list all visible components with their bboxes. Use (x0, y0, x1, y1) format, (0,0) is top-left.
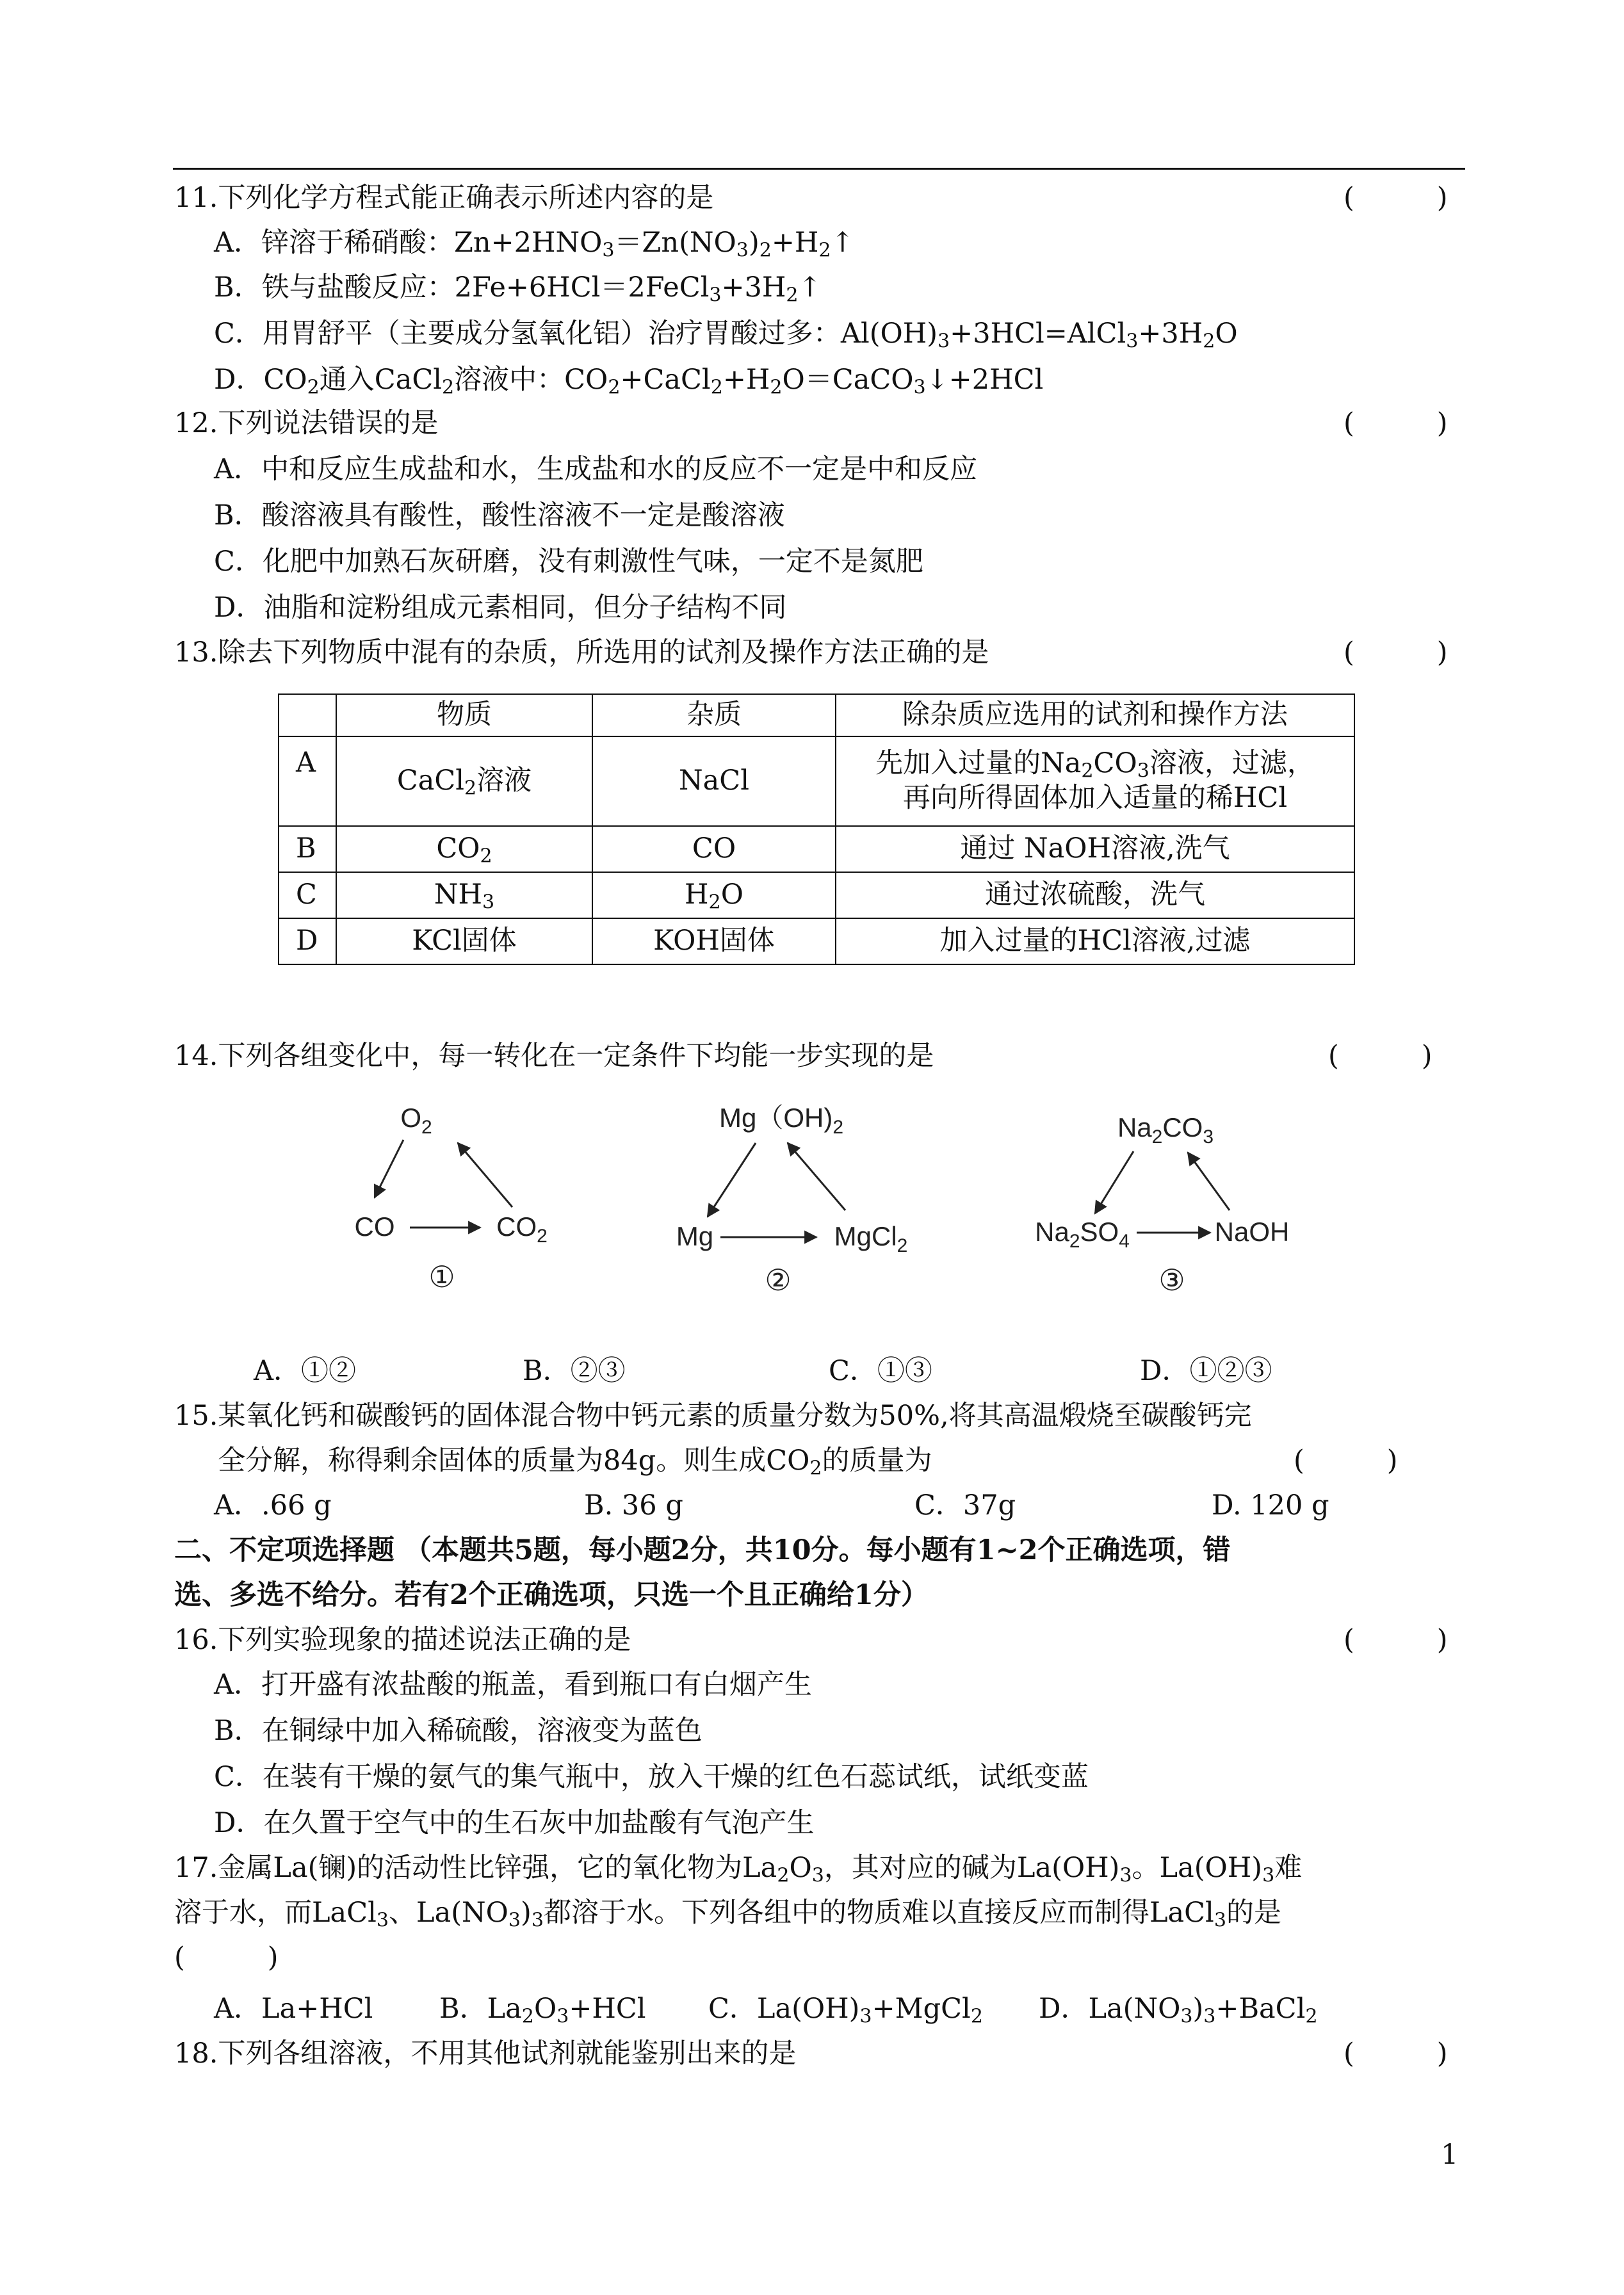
q15-answer-paren: ( ) (1294, 1445, 1398, 1477)
q11-option-c: C．用胃舒平（主要成分氢氧化铝）治疗胃酸过多：$Al(OH)_3+3HCl=AlCl_3+3H_2O$ (214, 318, 1238, 353)
q11-option-a: A．锌溶于稀硝酸：$Zn+2HNO_3=Zn(NO_3)_2+H_2↑$ (214, 227, 854, 262)
row-impurity: CO (592, 826, 836, 872)
diagram-2-top: $Mg(OH)_2$ (719, 1103, 844, 1138)
arrow (1188, 1153, 1230, 1210)
table-header-cell (279, 694, 336, 736)
q17-option-a: A．La+HCl (214, 1993, 373, 2025)
q11-option-d: D．$CO_2$通入CaCl$_2$溶液中：$CO_2+CaCl_2+H_2O=CaCO_3↓+2HCl$ (214, 364, 1044, 399)
q12-option-d: D．油脂和淀粉组成元素相同，但分子结构不同 (214, 592, 787, 624)
arrow (375, 1140, 403, 1197)
header-rule (173, 168, 1465, 170)
diagram-2 (676, 1103, 908, 1297)
row-letter: C (279, 872, 336, 918)
row-substance: $NH_3$ (336, 872, 592, 918)
q15-option-d: D. 120 g (1212, 1489, 1329, 1521)
q14-answer-paren: ( ) (1328, 1040, 1433, 1072)
diagram-1-right: $CO_2$ (496, 1212, 548, 1247)
q11-option-b: B．铁与盐酸反应：$2Fe+6HCl=2FeCl_3+3H_2↑$ (214, 272, 822, 307)
diagram-3-top: $Na_2CO_3$ (1117, 1112, 1214, 1148)
q16-option-a: A．打开盛有浓盐酸的瓶盖，看到瓶口有白烟产生 (214, 1669, 813, 1701)
diagram-2-left: Mg (676, 1221, 714, 1251)
row-letter: A (279, 736, 336, 826)
q12-option-b: B．酸溶液具有酸性，酸性溶液不一定是酸溶液 (214, 499, 785, 531)
q18-stem: 18.下列各组溶液，不用其他试剂就能鉴别出来的是 (174, 2038, 797, 2070)
diagram-1 (355, 1103, 548, 1293)
row-substance: KCl固体 (336, 918, 592, 964)
q14-conversion-diagrams (320, 1089, 1319, 1306)
table-row (279, 918, 1354, 964)
q14-stem: 14.下列各组变化中，每一转化在一定条件下均能一步实现的是 (174, 1040, 934, 1072)
q15-option-a: A．.66 g (214, 1489, 332, 1521)
table-row (279, 872, 1354, 918)
q14-option-b: B．②③ (523, 1355, 626, 1387)
q17-option-d: D．$La(NO_3)_3+BaCl_2$ (1039, 1993, 1318, 2028)
row-letter: D (279, 918, 336, 964)
diagram-1-top: $O_2$ (400, 1103, 432, 1138)
q15-option-b: B. 36 g (584, 1489, 683, 1521)
q14-option-c: C．①③ (829, 1355, 932, 1387)
q17-stem-line2: 溶于水，而LaCl$_3$、$La(NO_3)_3$都溶于水。下列各组中的物质难以直接反应而制得LaCl$_3$的是 (174, 1897, 1281, 1932)
row-impurity: NaCl (592, 736, 836, 826)
q12-option-a: A．中和反应生成盐和水，生成盐和水的反应不一定是中和反应 (214, 453, 978, 485)
row-impurity: KOH固体 (592, 918, 836, 964)
q13-stem: 13.除去下列物质中混有的杂质，所选用的试剂及操作方法正确的是 (174, 637, 989, 669)
row-method: 加入过量的HCl溶液,过滤 (836, 918, 1354, 964)
q16-stem: 16.下列实验现象的描述说法正确的是 (174, 1624, 631, 1656)
q16-option-c: C．在装有干燥的氨气的集气瓶中，放入干燥的红色石蕊试纸，试纸变蓝 (214, 1761, 1089, 1793)
q12-option-c: C．化肥中加熟石灰研磨，没有刺激性气味，一定不是氮肥 (214, 546, 923, 578)
q18-answer-paren: ( ) (1344, 2038, 1448, 2070)
q11-answer-paren: ( ) (1344, 182, 1448, 214)
row-letter: B (279, 826, 336, 872)
table-header-cell: 物质 (336, 694, 592, 736)
q13-table (278, 693, 1355, 965)
diagram-3 (1035, 1112, 1289, 1297)
diagram-1-label: ① (428, 1260, 455, 1293)
row-method: 通过浓硫酸，洗气 (836, 872, 1354, 918)
diagram-3-right: NaOH (1214, 1217, 1290, 1247)
q12-answer-paren: ( ) (1344, 407, 1448, 439)
section2-heading-line2: 选、多选不给分。若有2个正确选项，只选一个且正确给1分） (174, 1579, 929, 1611)
table-header-cell: 杂质 (592, 694, 836, 736)
table-header-cell: 除杂质应选用的试剂和操作方法 (836, 694, 1354, 736)
table-header-row (279, 694, 1354, 736)
table-row (279, 826, 1354, 872)
section2-heading-line1: 二、不定项选择题 （本题共5题，每小题2分，共10分。每小题有1~2个正确选项，错 (174, 1534, 1231, 1566)
q15-stem-line2: 全分解，称得剩余固体的质量为84g。则生成$CO_2$的质量为 (218, 1445, 932, 1480)
row-substance: CaCl$_2$溶液 (336, 736, 592, 826)
q16-answer-paren: ( ) (1344, 1624, 1448, 1656)
row-method: 通过 NaOH溶液,洗气 (836, 826, 1354, 872)
diagram-2-label: ② (765, 1263, 792, 1297)
q17-stem-line1: 17.金属La(镧)的活动性比锌强，它的氧化物为$La_2O_3$，其对应的碱为$La(OH)_3$。$La(OH)_3$难 (174, 1852, 1303, 1887)
q13-answer-paren: ( ) (1344, 637, 1448, 669)
q16-option-b: B．在铜绿中加入稀硫酸，溶液变为蓝色 (214, 1715, 702, 1747)
table-row (279, 736, 1354, 826)
row-substance: $CO_2$ (336, 826, 592, 872)
q12-stem: 12.下列说法错误的是 (174, 407, 439, 439)
q15-stem-line1: 15.某氧化钙和碳酸钙的固体混合物中钙元素的质量分数为50%,将其高温煅烧至碳酸钙完 (174, 1400, 1252, 1432)
diagram-1-left: CO (354, 1212, 395, 1242)
row-impurity: $H_2O$ (592, 872, 836, 918)
arrow (788, 1143, 845, 1210)
row-method-line2: 再向所得固体加入适量的稀HCl (902, 782, 1288, 814)
q14-option-a: A．①② (254, 1355, 357, 1387)
q17-answer-paren: ( ) (174, 1942, 279, 1974)
q11-stem: 11.下列化学方程式能正确表示所述内容的是 (174, 182, 714, 214)
arrow (1095, 1151, 1133, 1213)
row-method (836, 736, 1354, 826)
q17-option-b: B．$La_2O_3+HCl$ (439, 1993, 646, 2028)
q17-option-c: C．$La(OH)_3+MgCl_2$ (708, 1993, 983, 2028)
arrow (708, 1143, 756, 1217)
q16-option-d: D．在久置于空气中的生石灰中加盐酸有气泡产生 (214, 1807, 815, 1839)
arrow (458, 1143, 512, 1207)
page-number: 1 (1441, 2139, 1459, 2171)
row-method-line1: 先加入过量的$Na_2CO_3$溶液，过滤， (875, 747, 1315, 783)
diagram-2-right: MgCl$_2$ (834, 1221, 908, 1256)
diagram-3-label: ③ (1158, 1263, 1185, 1297)
q14-option-d: D．①②③ (1140, 1355, 1272, 1387)
diagram-3-left: $Na_2SO_4$ (1035, 1217, 1130, 1252)
q15-option-c: C．37g (914, 1489, 1016, 1521)
